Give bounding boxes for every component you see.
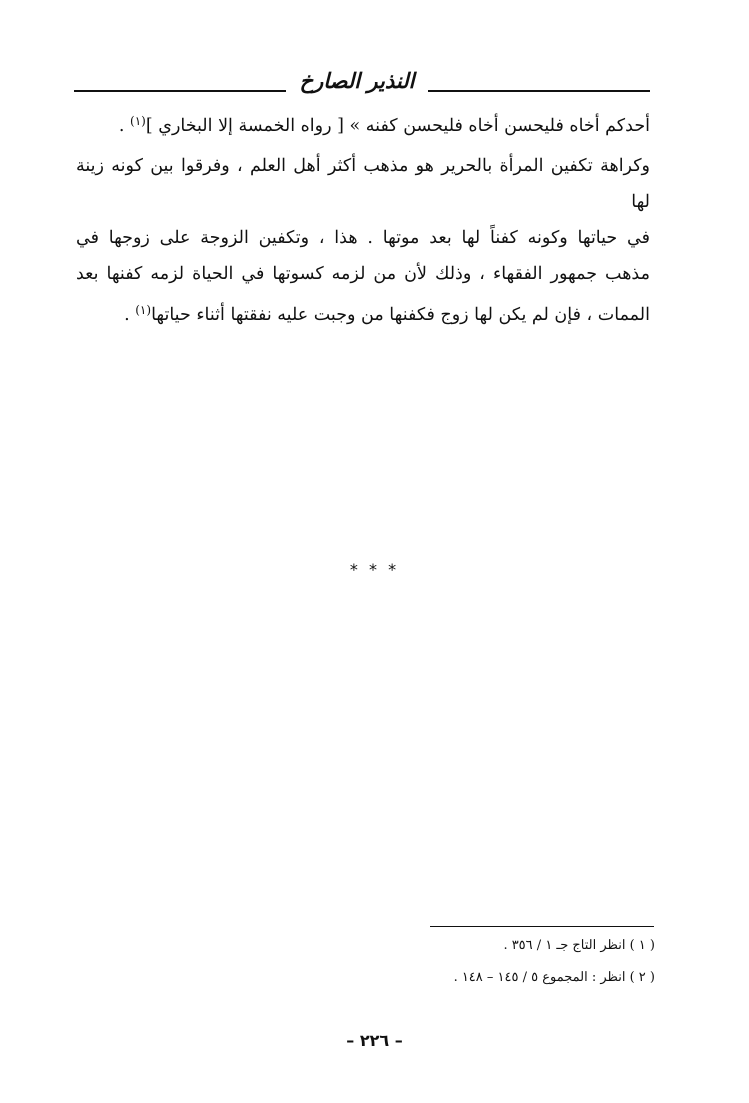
- footnote-ref: (١): [130, 114, 146, 128]
- paragraph-line: في حياتها وكونه كفناً لها بعد موتها . هذا ، وتكفين الزوجة على زوجها في: [76, 228, 650, 248]
- hadith-text: أحدكم أخاه فليحسن أخاه فليحسن كفنه » [ رواه الخمسة إلا البخاري ]: [145, 116, 650, 136]
- header-rule-left: [74, 90, 286, 92]
- footnote-2: ( ٢ ) انظر : المجموع ٥ / ١٤٥ – ١٤٨ .: [453, 970, 655, 985]
- continued-hadith-line: [76, 103, 650, 144]
- paragraph-last-line: [76, 292, 650, 333]
- section-separator: * * *: [349, 560, 400, 579]
- header-rule-right: [428, 90, 650, 92]
- paragraph-line: مذهب جمهور الفقهاء ، وذلك لأن من لزمه كسوتها في الحياة لزمه كفنها بعد: [76, 264, 650, 284]
- paragraph-last-line-text: الممات ، فإن لم يكن لها زوج فكفنها من وجبت عليه نفقتها أثناء حياتها: [151, 305, 650, 325]
- footnote-1: ( ١ ) انظر التاج جـ ١ / ٣٥٦ .: [503, 938, 655, 953]
- line-end-period: .: [124, 305, 130, 325]
- line-end-period: .: [118, 116, 125, 136]
- footnote-ref: (١): [135, 303, 152, 317]
- page-number: – ٢٢٦ –: [346, 1031, 403, 1050]
- header-title: النذير الصارخ: [299, 69, 415, 93]
- footnote-rule: [430, 926, 654, 927]
- body-paragraph: [76, 148, 650, 333]
- paragraph-line: وكراهة تكفين المرأة بالحرير هو مذهب أكثر أهل العلم ، وفرقوا بين كونه زينة لها: [76, 156, 650, 212]
- running-header: [74, 66, 650, 96]
